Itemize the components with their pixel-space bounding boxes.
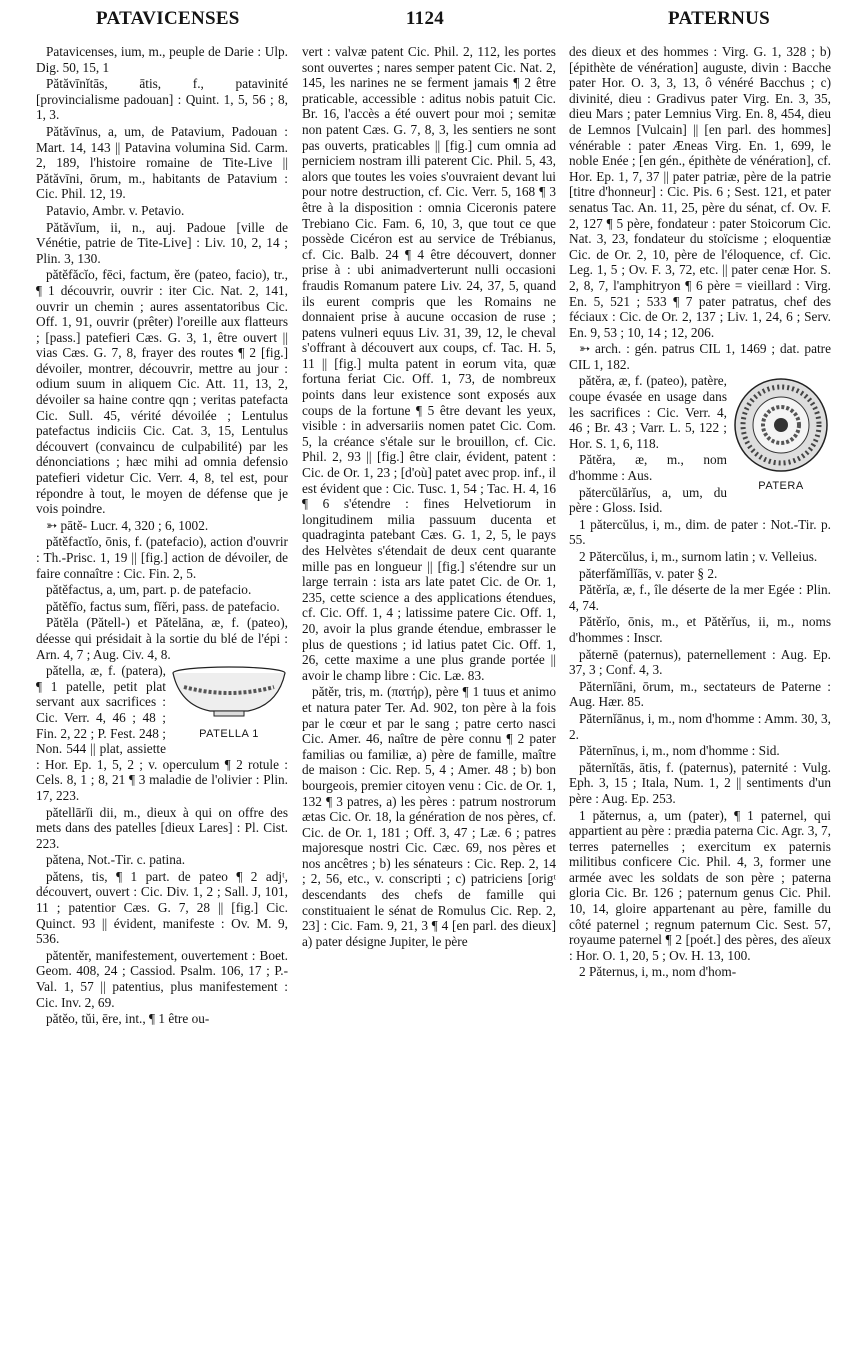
entry: pătĕr, tris, m. (πατήρ), père ¶ 1 tuus et animo et natura pater Ter. Ad. 902, ton père à la fois par le cœur et par le sang ; patre certo nasci Cic. Amer. 46, naître de père connu ¶ 2 pater familias ou familiæ, a) père de famille, maître de maison : Cic. Rep. 5, 4 ; Amer. 48 ; b) bon bourgeois, premier citoyen venu : Cic. de Or. 1, 132 ¶ 3 patres, a) les pères : patrum nostrorum ætas Cic. Or. 18, la génération de nos pères, cf. Cic. de Or. 1, 181 ; Off. 3, 47 ; Læ. 6 ; patres majoresque nostri Cic. Cæc. 69, nos pères et nos ancêtres ; b) les sénateurs : Cic. Rep. 2, 14 ; 2, 56, etc., v. conscripti ; c) patriciens [origᵗ descendants des chefs de famille qui constituaient le sénat de Romulus Cic. Rep. 2, 23] : Cic. Fam. 9, 21, 3 ¶ 4 [en parl. des dieux] a) pater désigne Jupiter, le père bbox=[302, 684, 556, 949]
entry: Pătĕrĭa, æ, f., île déserte de la mer Egée : Plin. 4, 74. bbox=[569, 582, 831, 613]
entry: 2 Păternus, i, m., nom d'hom- bbox=[579, 964, 737, 980]
entry: Pătĕla (Pătell-) et Pătelāna, æ, f. (pateo), déesse qui présidait à la sortie du blé de l'épi : Arn. 4, 7 ; Aug. Civ. 4, 8. bbox=[36, 615, 288, 662]
entry: pătens, tis, ¶ 1 part. de pateo ¶ 2 adjᵗ, découvert, ouvert : Cic. Div. 1, 2 ; Sall. J, 101, 11 ; patentior Cæs. G. 7, 28 || [fig.] Cic. Quinct. 93 || évident, manifeste : Ov. M. 9, 536. bbox=[36, 868, 288, 947]
patella-bowl-illustration bbox=[170, 665, 288, 723]
entry: pătentĕr, manifestement, ouvertement : Boet. Geom. 408, 24 ; Cassiod. Psalm. 106, 17 ; P.-Val. 1, 57 || patentius, plus manifestement : Cic. Inv. 2, 69. bbox=[36, 947, 288, 1010]
column-left bbox=[36, 44, 288, 1348]
entry: Pătăvīnus, a, um, de Patavium, Padouan : Mart. 14, 143 || Patavina volumina Sid. Carm. 2, 189, l'histoire romaine de Tite-Live || Pătăvīni, ōrum, m., habitants de Patavium : Cic. Phil. 12, 19. bbox=[36, 123, 288, 202]
patera-caption: PATERA bbox=[758, 480, 804, 493]
entry: Păternĭānus, i, m., nom d'homme : Amm. 30, 3, 2. bbox=[569, 710, 831, 742]
entry: Păternĭāni, ōrum, m., sectateurs de Paterne : Aug. Hær. 85. bbox=[569, 678, 831, 710]
patera-figure bbox=[731, 375, 831, 494]
patella-caption: PATELLA 1 bbox=[199, 727, 259, 740]
running-header bbox=[0, 8, 850, 40]
entry: Patavicenses, ium, m., peuple de Darie : Ulp. Dig. 50, 15, 1 bbox=[36, 44, 288, 75]
entry: Pătĕrĭo, ōnis, m., et Pătĕrĭus, ii, m., noms d'hommes : Inscr. bbox=[569, 614, 831, 645]
patella-figure bbox=[170, 665, 288, 742]
entry: vert : valvæ patent Cic. Phil. 2, 112, les portes sont ouvertes ; nares semper patent Cic. Nat. 2, 145, les narines ne se ferment jamais ¶ 2 être praticable, accessible : aditus nobis patuit Cic. Br. 16, l'accès a été ouvert pour moi ; semitæ non patent Cæs. G. 7, 8, 3, les sentiers ne sont pas ouverts, praticables || [fig.] cum omnia ad perniciem nostram illi paterent Cic. Phil. 5, 43, alors que toutes les voies s'ouvraient devant lui pour notre destruction, cf. Cic. Verr. 5, 168 ¶ 3 être à la disposition : omnia Ciceronis patere Trebiano Cic. Fam. 6, 10, 3, que tout ce que possède Cicéron est au service de Trébianus, cf. Cic. Balb. 24 ¶ 4 être découvert, donner prise à : ubi animadverterunt nulli occasioni fraudis Romanum patere Liv. 24, 37, 5, quand ils eurent compris que les Romains ne donnaient prise à aucune occasion de ruse ; patens vulneri equus Liv. 31, 39, 12, le cheval s'offrant à découvert aux coups, cf. Tac. H. 5, 11 || [fig.] multa patent in eorum vita, quæ fortuna feriat Cic. Off. 1, 73, de nombreux points dans leur existence sont exposés aux coups de la fortune ¶ 5 être devant les yeux, visible : in adversariis nomen patet Cic. Com. 5, la créance s'étale sur le brouillon, cf. Cic. Phil. 2, 93 || [fig.] être clair, évident, patent : Cic. de Or. 1, 23 ; [d'où] patet avec prop. inf., il est évident que : Cic. Tusc. 1, 54 ; Tac. H. 4, 16 ¶ 6 s'étendre : fines Helvetiorum in longitudinem milia passuum ducenta et quadraginta patebant Cæs. G. 1, 2, 5, le pays des Helvètes s'étendait de deux cent quarante mille pas en longueur || [fig.] s'étendre sur un large terrain : ista ars late patet Cic. de Or. 1, 235, cette science a des applications étendues, cf. Cic. Off. 1, 4 ; latissime patere Cic. Off. 1, 20, avoir la plus grande étendue, embrasser le plus de questions ; id latius patet Cic. Off. 1, 26, cette maxime a une plus grande portée || avoir le champ libre : Cic. Læ. 83. bbox=[302, 44, 556, 683]
entry: Pătăvĭum, ii, n., auj. Padoue [ville de Vénétie, patrie de Tite-Live] : Liv. 10, 2, 14 ; Plin. 3, 130. bbox=[36, 219, 288, 266]
column-right bbox=[569, 44, 831, 1348]
patera-dish-illustration bbox=[731, 375, 831, 475]
entry: Pătăvīnĭtās, ātis, f., patavinité [provincialisme padouan] : Quint. 1, 5, 56 ; 8, 1, 3. bbox=[36, 76, 288, 123]
entry: pătĕfīo, factus sum, fĭĕri, pass. de patefacio. bbox=[46, 598, 280, 614]
entry: ➳ arch. : gén. patrus CIL 1, 1469 ; dat. patre CIL 1, 182. bbox=[569, 341, 831, 372]
entry: pătĕfactus, a, um, part. p. de patefacio. bbox=[46, 582, 252, 598]
entry: păternĭtās, ātis, f. (paternus), paternité : Vulg. Eph. 3, 15 ; Itala, Num. 1, 2 || sentiments d'un père : Aug. Ep. 253. bbox=[569, 759, 831, 806]
entry: pătĕra, æ, f. (pateo), patère, coupe évasée en usage dans les sacrifices : Cic. Verr. 4, 46 ; Br. 43 ; Varr. L. 5, 122 ; Hor. S. 1, 6, 118. bbox=[569, 373, 727, 451]
entry: 1 păternus, a, um (pater), ¶ 1 paternel, qui appartient au père : prædia paterna Cic. Agr. 3, 7, terres paternelles ; exercitum ex paternis militibus conficere Cic. Phil. 4, 3, former une armée avec les soldats de son père ; paterna gloria Cic. Br. 126 ; paternum genus Cic. Phil. 10, 14, gloire appartenant au père, famille du côté paternel ; regnum paternum Cic. Sest. 57, royaume paternel ¶ 2 [poét.] des pères, des aïeux : Hor. O. 1, 20, 5 ; Ov. H. 13, 100. bbox=[569, 807, 831, 963]
entry: păterfămĭlĭās, v. pater § 2. bbox=[579, 565, 718, 581]
page-number: 1124 bbox=[405, 8, 445, 29]
entry: 1 pătercŭlus, i, m., dim. de pater : Not.-Tir. p. 55. bbox=[569, 516, 831, 548]
entry: Păternīnus, i, m., nom d'homme : Sid. bbox=[579, 743, 780, 759]
entry: pătĕfăcĭo, fēci, factum, ĕre (pateo, facio), tr., ¶ 1 découvrir, ouvrir : iter Cic. Nat. 2, 141, ouvrir un chemin ; aures assentatoribus Cic. Off. 1, 91, ouvrir (prêter) l'oreille aux flatteurs ; [pass.] patefieri Cæs. G. 3, 1, être ouvert || vias Cæs. G. 7, 8, frayer des routes ¶ 2 [fig.] dévoiler, montrer, découvrir, mettre au jour : odium suum in aliquem Cic. Att. 11, 13, 2, dévoiler sa haine contre qqn ; veritas patefacta Cic. Sull. 45, vérité dévoilée ; Lentulus patefactus indiciis Cic. Cat. 3, 15, Lentulus découvert (convaincu de culpabilité) par les dénonciations ; hæc mihi ad omnia defensio patefieri videtur Cic. Verr. 4, 8, tel est, pour répondre à tout, le moyen de défense que je vois poindre. bbox=[36, 267, 288, 517]
entry: păternē (paternus), paternellement : Aug. Ep. 37, 3 ; Conf. 4, 3. bbox=[569, 646, 831, 678]
entry: pătena, Not.-Tir. c. patina. bbox=[46, 852, 186, 868]
entry: ➳ pātĕ- Lucr. 4, 320 ; 6, 1002. bbox=[46, 517, 209, 533]
header-first-word: PATAVICENSES bbox=[96, 8, 240, 29]
entry: pătercŭlārĭus, a, um, du père : Gloss. Isid. bbox=[569, 484, 727, 516]
column-middle bbox=[302, 44, 556, 1348]
entry: pătella, æ, f. (patera), ¶ 1 patelle, petit plat servant aux sacrifices : Cic. Verr. 4, 46 ; 48 ; Fin. 2, 22 ; P. Fest. 248 ; Non. 544 || plat, assiette : Hor. Ep. 1, 5, 2 ; v. operculum ¶ 2 rotule : Cels. 8, 1 ; 8, 21 ¶ 3 maladie de l'olivier : Plin. 17, 223. bbox=[36, 663, 288, 803]
entry: pătĕo, tŭi, ēre, int., ¶ 1 être ou- bbox=[46, 1011, 210, 1027]
entry: Patavio, Ambr. v. Petavio. bbox=[46, 202, 185, 218]
entry: pătellārĭi dii, m., dieux à qui on offre des mets dans des patelles [dieux Lares] : Pl. Cist. 223. bbox=[36, 804, 288, 851]
header-last-word: PATERNUS bbox=[668, 8, 770, 29]
entry: des dieux et des hommes : Virg. G. 1, 328 ; b) [épithète de vénération] auguste, divin : Bacche pater Hor. O. 3, 3, 13, ô vénéré Bacchus ; c) divinité, dieu : Gradivus pater Virg. En. 3, 35, dieu Mars ; pater Lemnius Virg. En. 8, 454, dieu de Lemnos [Vulcain] || [en parl. des hommes] vénérable : pater Æneas Virg. En. 1, 699, le noble Enée ; [en gén., épithète de vénération], cf. Hor. Ep. 1, 7, 37 || pater patriæ, père de la patrie [titre d'honneur] : Cic. Pis. 6 ; Sest. 121, et pater senatus Tac. An. 11, 25, père du sénat, cf. Ov. F. 2, 127 ¶ 5 père, fondateur : pater Stoicorum Cic. Nat. 3, 23, fondateur du stoïcisme ; eloquentiæ Cic. de Or. 2, 10, père de l'éloquence, cf. Cic. Leg. 1, 5 ; Ov. F. 3, 72, etc. || pater cenæ Hor. S. 2, 8, 7, l'amphitryon ¶ 6 père = vieillard : Virg. En. 5, 521 ; 533 ¶ 7 pater patratus, chef des féciaux : Cic. de Or. 2, 137 ; Liv. 1, 24, 6 ; Serv. En. 9, 53 ; 10, 14 ; 12, 206. bbox=[569, 44, 831, 340]
entry: pătĕfactĭo, ōnis, f. (patefacio), action d'ouvrir : Th.-Prisc. 1, 19 || [fig.] action de dévoiler, de faire connaître : Cic. Fin. 2, 5. bbox=[36, 534, 288, 581]
entry: 2 Pătercŭlus, i, m., surnom latin ; v. Velleius. bbox=[579, 549, 818, 564]
entry: Pătĕra, æ, m., nom d'homme : Aus. bbox=[569, 452, 727, 484]
